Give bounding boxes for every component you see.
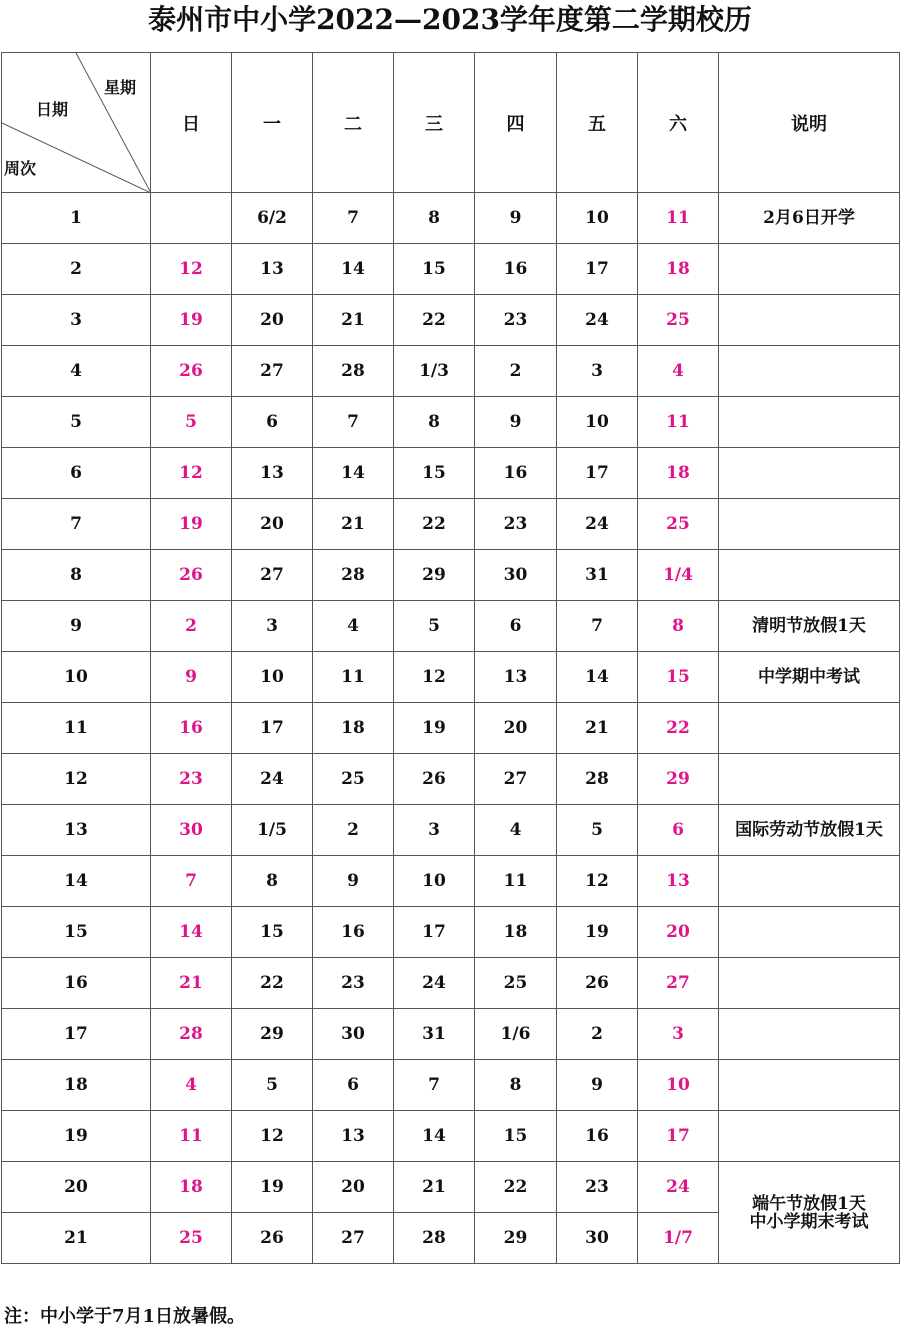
week-row <box>2 958 900 1009</box>
date-cell: 4 <box>475 805 557 856</box>
date-cell: 28 <box>394 1213 475 1264</box>
date-cell: 9 <box>151 652 232 703</box>
date-cell: 14 <box>394 1111 475 1162</box>
date-cell: 25 <box>638 499 719 550</box>
week-number: 11 <box>2 703 151 754</box>
week-row <box>2 1060 900 1111</box>
week-number: 8 <box>2 550 151 601</box>
week-row <box>2 448 900 499</box>
date-cell: 13 <box>313 1111 394 1162</box>
date-cell: 7 <box>394 1060 475 1111</box>
date-cell: 26 <box>232 1213 313 1264</box>
date-cell: 22 <box>394 499 475 550</box>
school-calendar-table <box>1 52 900 1264</box>
date-cell: 26 <box>394 754 475 805</box>
week-row <box>2 244 900 295</box>
date-cell: 16 <box>557 1111 638 1162</box>
date-cell: 6 <box>313 1060 394 1111</box>
date-cell: 18 <box>313 703 394 754</box>
week-row <box>2 295 900 346</box>
date-cell: 4 <box>313 601 394 652</box>
date-cell: 22 <box>638 703 719 754</box>
week-number: 6 <box>2 448 151 499</box>
week-number: 1 <box>2 193 151 244</box>
header-row <box>2 53 900 193</box>
date-cell: 1/5 <box>232 805 313 856</box>
date-cell: 21 <box>151 958 232 1009</box>
week-number: 15 <box>2 907 151 958</box>
date-cell: 15 <box>638 652 719 703</box>
corner-header-cell <box>2 53 151 193</box>
date-cell: 7 <box>557 601 638 652</box>
week-row <box>2 652 900 703</box>
week-number: 19 <box>2 1111 151 1162</box>
date-cell: 16 <box>151 703 232 754</box>
date-cell: 8 <box>232 856 313 907</box>
header-day-thu: 四 <box>475 53 557 193</box>
week-number: 7 <box>2 499 151 550</box>
date-cell: 22 <box>232 958 313 1009</box>
corner-label-date: 日期 <box>36 100 69 119</box>
date-cell: 9 <box>475 397 557 448</box>
week-row <box>2 550 900 601</box>
date-cell: 3 <box>394 805 475 856</box>
header-day-fri: 五 <box>557 53 638 193</box>
date-cell: 26 <box>557 958 638 1009</box>
note-cell <box>719 499 900 550</box>
date-cell: 18 <box>151 1162 232 1213</box>
date-cell: 13 <box>232 244 313 295</box>
date-cell: 20 <box>638 907 719 958</box>
week-number: 18 <box>2 1060 151 1111</box>
date-cell: 8 <box>394 397 475 448</box>
date-cell: 11 <box>475 856 557 907</box>
footnote: 注：中小学于7月1日放暑假。 <box>4 1306 246 1327</box>
week-number: 10 <box>2 652 151 703</box>
note-cell <box>719 295 900 346</box>
week-row <box>2 193 900 244</box>
date-cell: 15 <box>232 907 313 958</box>
date-cell: 27 <box>475 754 557 805</box>
date-cell: 10 <box>394 856 475 907</box>
date-cell: 10 <box>638 1060 719 1111</box>
date-cell: 30 <box>475 550 557 601</box>
date-cell: 27 <box>232 550 313 601</box>
date-cell: 12 <box>151 244 232 295</box>
date-cell: 21 <box>313 295 394 346</box>
week-row <box>2 805 900 856</box>
date-cell: 5 <box>557 805 638 856</box>
date-cell: 31 <box>557 550 638 601</box>
date-cell: 31 <box>394 1009 475 1060</box>
note-cell <box>719 1111 900 1162</box>
date-cell: 14 <box>557 652 638 703</box>
note-cell <box>719 856 900 907</box>
date-cell: 17 <box>557 244 638 295</box>
date-cell: 2 <box>475 346 557 397</box>
date-cell: 23 <box>475 499 557 550</box>
date-cell: 9 <box>557 1060 638 1111</box>
date-cell: 26 <box>151 346 232 397</box>
date-cell: 4 <box>151 1060 232 1111</box>
date-cell: 2 <box>151 601 232 652</box>
note-cell: 国际劳动节放假1天 <box>719 805 900 856</box>
date-cell: 7 <box>313 193 394 244</box>
date-cell: 22 <box>475 1162 557 1213</box>
week-number: 14 <box>2 856 151 907</box>
date-cell: 14 <box>151 907 232 958</box>
week-number: 16 <box>2 958 151 1009</box>
date-cell: 20 <box>313 1162 394 1213</box>
date-cell: 4 <box>638 346 719 397</box>
date-cell: 15 <box>394 448 475 499</box>
note-cell <box>719 1060 900 1111</box>
note-cell-merged <box>719 1162 900 1264</box>
date-cell: 3 <box>638 1009 719 1060</box>
week-row <box>2 397 900 448</box>
date-cell: 23 <box>475 295 557 346</box>
date-cell: 13 <box>232 448 313 499</box>
date-cell: 23 <box>557 1162 638 1213</box>
date-cell: 6 <box>638 805 719 856</box>
date-cell: 24 <box>557 295 638 346</box>
date-cell: 30 <box>557 1213 638 1264</box>
note-cell: 中学期中考试 <box>719 652 900 703</box>
date-cell: 23 <box>151 754 232 805</box>
date-cell: 28 <box>313 346 394 397</box>
date-cell: 11 <box>151 1111 232 1162</box>
week-number: 2 <box>2 244 151 295</box>
note-cell: 清明节放假1天 <box>719 601 900 652</box>
date-cell: 18 <box>638 448 719 499</box>
corner-label-week: 周次 <box>4 159 37 178</box>
date-cell: 17 <box>557 448 638 499</box>
note-cell <box>719 346 900 397</box>
date-cell: 17 <box>394 907 475 958</box>
date-cell: 21 <box>313 499 394 550</box>
date-cell: 9 <box>475 193 557 244</box>
date-cell: 8 <box>475 1060 557 1111</box>
note-cell: 2月6日开学 <box>719 193 900 244</box>
date-cell: 30 <box>313 1009 394 1060</box>
date-cell: 28 <box>151 1009 232 1060</box>
week-number: 5 <box>2 397 151 448</box>
date-cell: 27 <box>638 958 719 1009</box>
date-cell: 29 <box>232 1009 313 1060</box>
header-notes: 说明 <box>719 53 900 193</box>
date-cell: 13 <box>638 856 719 907</box>
week-row <box>2 1009 900 1060</box>
date-cell: 2 <box>557 1009 638 1060</box>
date-cell: 27 <box>313 1213 394 1264</box>
date-cell: 12 <box>394 652 475 703</box>
header-day-sun: 日 <box>151 53 232 193</box>
week-row <box>2 1111 900 1162</box>
date-cell: 1/7 <box>638 1213 719 1264</box>
date-cell: 19 <box>557 907 638 958</box>
date-cell: 14 <box>313 448 394 499</box>
date-cell: 9 <box>313 856 394 907</box>
date-cell: 12 <box>557 856 638 907</box>
date-cell: 7 <box>151 856 232 907</box>
date-cell: 1/3 <box>394 346 475 397</box>
date-cell <box>151 193 232 244</box>
week-number: 13 <box>2 805 151 856</box>
date-cell: 29 <box>394 550 475 601</box>
date-cell: 3 <box>557 346 638 397</box>
week-row <box>2 703 900 754</box>
date-cell: 11 <box>313 652 394 703</box>
date-cell: 24 <box>394 958 475 1009</box>
week-row <box>2 907 900 958</box>
week-number: 9 <box>2 601 151 652</box>
date-cell: 10 <box>557 397 638 448</box>
date-cell: 1/6 <box>475 1009 557 1060</box>
date-cell: 3 <box>232 601 313 652</box>
date-cell: 25 <box>475 958 557 1009</box>
date-cell: 27 <box>232 346 313 397</box>
date-cell: 29 <box>475 1213 557 1264</box>
note-cell <box>719 397 900 448</box>
date-cell: 8 <box>394 193 475 244</box>
date-cell: 2 <box>313 805 394 856</box>
week-row <box>2 499 900 550</box>
date-cell: 26 <box>151 550 232 601</box>
date-cell: 21 <box>557 703 638 754</box>
date-cell: 5 <box>151 397 232 448</box>
note-cell <box>719 754 900 805</box>
header-day-mon: 一 <box>232 53 313 193</box>
date-cell: 19 <box>151 499 232 550</box>
date-cell: 18 <box>638 244 719 295</box>
note-cell <box>719 448 900 499</box>
date-cell: 25 <box>151 1213 232 1264</box>
date-cell: 13 <box>475 652 557 703</box>
date-cell: 24 <box>638 1162 719 1213</box>
week-number: 12 <box>2 754 151 805</box>
date-cell: 11 <box>638 397 719 448</box>
date-cell: 23 <box>313 958 394 1009</box>
date-cell: 25 <box>638 295 719 346</box>
date-cell: 21 <box>394 1162 475 1213</box>
note-cell <box>719 958 900 1009</box>
date-cell: 10 <box>557 193 638 244</box>
header-day-tue: 二 <box>313 53 394 193</box>
note-line: 端午节放假1天 <box>752 1193 866 1214</box>
week-number: 17 <box>2 1009 151 1060</box>
date-cell: 5 <box>232 1060 313 1111</box>
corner-label-day-of-week: 星期 <box>104 78 137 97</box>
date-cell: 7 <box>313 397 394 448</box>
date-cell: 22 <box>394 295 475 346</box>
date-cell: 12 <box>232 1111 313 1162</box>
date-cell: 18 <box>475 907 557 958</box>
week-number: 4 <box>2 346 151 397</box>
note-cell <box>719 244 900 295</box>
date-cell: 6 <box>232 397 313 448</box>
date-cell: 10 <box>232 652 313 703</box>
date-cell: 24 <box>232 754 313 805</box>
week-row <box>2 346 900 397</box>
week-number: 21 <box>2 1213 151 1264</box>
date-cell: 6 <box>475 601 557 652</box>
date-cell: 16 <box>475 244 557 295</box>
date-cell: 28 <box>557 754 638 805</box>
date-cell: 19 <box>394 703 475 754</box>
date-cell: 25 <box>313 754 394 805</box>
note-cell <box>719 1009 900 1060</box>
date-cell: 15 <box>394 244 475 295</box>
date-cell: 17 <box>232 703 313 754</box>
date-cell: 28 <box>313 550 394 601</box>
week-number: 3 <box>2 295 151 346</box>
date-cell: 16 <box>475 448 557 499</box>
date-cell: 8 <box>638 601 719 652</box>
week-row <box>2 1162 900 1213</box>
date-cell: 19 <box>151 295 232 346</box>
note-cell <box>719 703 900 754</box>
date-cell: 15 <box>475 1111 557 1162</box>
date-cell: 6/2 <box>232 193 313 244</box>
header-day-sat: 六 <box>638 53 719 193</box>
week-row <box>2 601 900 652</box>
note-cell <box>719 907 900 958</box>
date-cell: 29 <box>638 754 719 805</box>
page-title: 泰州市中小学2022—2023学年度第二学期校历 <box>148 3 752 36</box>
date-cell: 11 <box>638 193 719 244</box>
date-cell: 20 <box>475 703 557 754</box>
week-row <box>2 856 900 907</box>
date-cell: 16 <box>313 907 394 958</box>
date-cell: 12 <box>151 448 232 499</box>
note-cell <box>719 550 900 601</box>
date-cell: 1/4 <box>638 550 719 601</box>
date-cell: 24 <box>557 499 638 550</box>
date-cell: 30 <box>151 805 232 856</box>
date-cell: 17 <box>638 1111 719 1162</box>
note-line: 中小学期末考试 <box>749 1211 869 1232</box>
date-cell: 20 <box>232 295 313 346</box>
week-number: 20 <box>2 1162 151 1213</box>
date-cell: 19 <box>232 1162 313 1213</box>
week-row <box>2 754 900 805</box>
date-cell: 5 <box>394 601 475 652</box>
date-cell: 14 <box>313 244 394 295</box>
date-cell: 20 <box>232 499 313 550</box>
header-day-wed: 三 <box>394 53 475 193</box>
